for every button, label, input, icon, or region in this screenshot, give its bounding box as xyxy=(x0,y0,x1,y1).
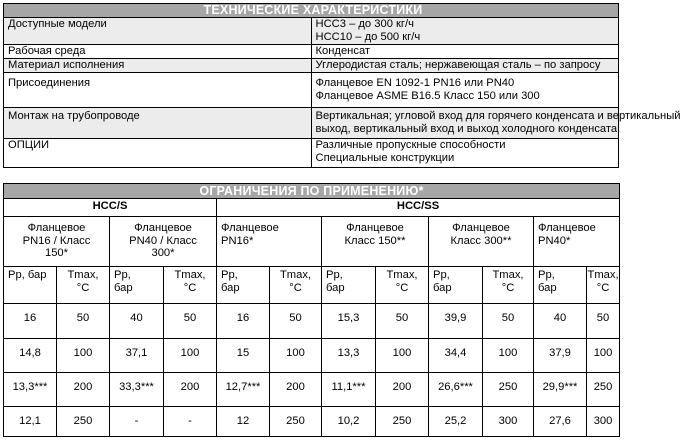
specs-line: Конденсат xyxy=(315,45,371,57)
connection-pn16-class150 xyxy=(4,217,110,267)
unit-line: Рр, xyxy=(221,269,238,281)
value-cell: 40 xyxy=(534,304,587,339)
value-cell: 50 xyxy=(483,304,534,339)
specs-label: Доступные модели xyxy=(4,18,312,45)
value-cell: 26,6*** xyxy=(429,373,483,407)
connection-pn40 xyxy=(534,217,620,267)
unit-line: Рр, xyxy=(538,269,555,281)
value-cell: 37,9 xyxy=(534,339,587,373)
unit-line: °C xyxy=(596,282,610,294)
value-cell: 250 xyxy=(376,407,429,437)
value-cell: 12 xyxy=(217,407,270,437)
unit-line: °C xyxy=(183,282,197,294)
value-cell: - xyxy=(110,407,164,437)
unit-line: Рр, xyxy=(433,269,450,281)
value-cell: 34,4 xyxy=(429,339,483,373)
connection-line: Класс 300** xyxy=(450,234,512,247)
specs-line: Специальные конструкции xyxy=(315,152,455,164)
connection-line: 300* xyxy=(151,247,175,259)
unit-pressure xyxy=(110,267,164,304)
value-cell: 250 xyxy=(57,407,110,437)
connection-line: Фланцевое xyxy=(452,222,510,234)
units-row xyxy=(4,267,620,304)
connection-line: PN40 / Класс xyxy=(129,234,197,247)
value-cell: 300 xyxy=(483,407,534,437)
value-cell: 100 xyxy=(376,339,429,373)
value-cell: 200 xyxy=(164,373,217,407)
unit-line: бар xyxy=(433,282,452,294)
group-hcc-ss: HCC/SS xyxy=(217,199,620,217)
specs-line: Фланцевое ASME B16.5 Класс 150 или 300 xyxy=(315,90,540,102)
table-row xyxy=(4,407,620,437)
connection-pn16 xyxy=(217,217,322,267)
value-cell: 250 xyxy=(587,373,620,407)
limits-table xyxy=(3,183,620,437)
connection-class300 xyxy=(429,217,534,267)
unit-line: Tmax, xyxy=(279,269,312,281)
value-cell: 50 xyxy=(164,304,217,339)
value-cell: 13,3*** xyxy=(4,373,57,407)
connection-line: PN16* xyxy=(221,234,254,247)
unit-temperature xyxy=(483,267,534,304)
unit-line: бар xyxy=(326,282,345,294)
value-cell: 300 xyxy=(587,407,620,437)
unit-pressure xyxy=(217,267,270,304)
value-cell: 25,2 xyxy=(429,407,483,437)
connection-line: Фланцевое xyxy=(221,222,279,234)
specs-row-connections xyxy=(4,73,619,108)
value-cell: - xyxy=(164,407,217,437)
value-cell: 16 xyxy=(4,304,57,339)
value-cell: 100 xyxy=(270,339,322,373)
specs-value xyxy=(311,73,619,108)
value-cell: 250 xyxy=(483,373,534,407)
specs-row-models xyxy=(4,18,619,45)
specs-line: HCC3 – до 300 кг/ч xyxy=(315,18,414,30)
unit-temperature xyxy=(57,267,110,304)
connection-line: Класс 150** xyxy=(344,234,406,247)
table-row xyxy=(4,339,620,373)
unit-line: °C xyxy=(289,282,302,294)
specs-line: выход, вертикальный вход и выход холодного конденсата. xyxy=(315,123,621,135)
value-cell: 200 xyxy=(376,373,429,407)
unit-line: Рр, бар xyxy=(8,269,47,281)
value-cell: 250 xyxy=(270,407,322,437)
limits-header: ОГРАНИЧЕНИЯ ПО ПРИМЕНЕНИЮ* xyxy=(4,184,620,199)
value-cell: 16 xyxy=(217,304,270,339)
specs-table xyxy=(3,3,680,168)
value-cell: 50 xyxy=(270,304,322,339)
unit-pressure xyxy=(4,267,57,304)
connection-line: Фланцевое xyxy=(538,222,596,234)
unit-line: Рр, xyxy=(326,269,343,281)
unit-line: Tmax, xyxy=(386,269,418,281)
unit-line: °C xyxy=(501,282,515,294)
value-cell: 27,6 xyxy=(534,407,587,437)
specs-row-material xyxy=(4,59,619,73)
model-group-row xyxy=(4,199,620,217)
specs-value xyxy=(311,108,680,139)
specs-value xyxy=(311,18,619,45)
unit-temperature xyxy=(270,267,322,304)
value-cell: 200 xyxy=(270,373,322,407)
specs-label: Рабочая среда xyxy=(4,45,312,59)
unit-line: °C xyxy=(395,282,409,294)
connection-line: Фланцевое xyxy=(134,222,192,234)
unit-pressure xyxy=(322,267,376,304)
connection-line: Фланцевое xyxy=(27,222,86,234)
unit-line: Tmax, xyxy=(587,269,619,281)
unit-temperature xyxy=(376,267,429,304)
specs-line: Различные пропускные способности xyxy=(315,139,506,151)
value-cell: 13,3 xyxy=(322,339,376,373)
value-cell: 15 xyxy=(217,339,270,373)
specs-value xyxy=(311,59,619,73)
specs-label: Материал исполнения xyxy=(4,59,312,73)
specs-label: Монтаж на трубопроводе xyxy=(4,108,312,139)
value-cell: 10,2 xyxy=(322,407,376,437)
specs-line: Углеродистая сталь; нержавеющая сталь – по запросу xyxy=(315,59,601,71)
unit-line: °C xyxy=(76,282,90,294)
value-cell: 29,9*** xyxy=(534,373,587,407)
connection-line: Фланцевое xyxy=(346,222,404,234)
unit-line: Tmax, xyxy=(174,269,206,281)
unit-temperature xyxy=(587,267,620,304)
table-row xyxy=(4,373,620,407)
value-cell: 50 xyxy=(587,304,620,339)
connection-row xyxy=(4,217,620,267)
value-cell: 14,8 xyxy=(4,339,57,373)
value-cell: 50 xyxy=(57,304,110,339)
specs-header: ТЕХНИЧЕСКИЕ ХАРАКТЕРИСТИКИ xyxy=(4,4,619,18)
unit-line: бар xyxy=(221,282,240,294)
value-cell: 39,9 xyxy=(429,304,483,339)
unit-line: бар xyxy=(114,282,133,294)
value-cell: 12,1 xyxy=(4,407,57,437)
specs-value xyxy=(311,45,619,59)
table-row xyxy=(4,304,620,339)
specs-line: Фланцевое EN 1092-1 PN16 или PN40 xyxy=(315,77,515,89)
specs-row-medium xyxy=(4,45,619,59)
connection-line: PN16 / Класс xyxy=(22,234,91,247)
connection-line: PN40* xyxy=(538,234,571,247)
value-cell: 40 xyxy=(110,304,164,339)
specs-value xyxy=(311,139,619,168)
value-cell: 12,7*** xyxy=(217,373,270,407)
value-cell: 200 xyxy=(57,373,110,407)
value-cell: 100 xyxy=(587,339,620,373)
value-cell: 100 xyxy=(483,339,534,373)
value-cell: 50 xyxy=(376,304,429,339)
specs-line: Вертикальная; угловой вход для горячего конденсата и вертикальный xyxy=(315,110,680,122)
value-cell: 100 xyxy=(164,339,217,373)
unit-temperature xyxy=(164,267,217,304)
value-cell: 33,3*** xyxy=(110,373,164,407)
specs-row-options xyxy=(4,139,619,168)
unit-line: Рр, xyxy=(114,269,131,281)
specs-label: ОПЦИИ xyxy=(4,139,312,168)
group-hcc-s: HCC/S xyxy=(4,199,217,217)
specs-line: HCC10 – до 500 кг/ч xyxy=(315,31,421,43)
value-cell: 37,1 xyxy=(110,339,164,373)
specs-row-mounting xyxy=(4,108,619,139)
value-cell: 100 xyxy=(57,339,110,373)
connection-class150 xyxy=(322,217,429,267)
value-cell: 11,1*** xyxy=(322,373,376,407)
unit-line: Tmax, xyxy=(492,269,524,281)
unit-line: бар xyxy=(538,282,557,294)
connection-pn40-class300 xyxy=(110,217,217,267)
unit-pressure xyxy=(429,267,483,304)
unit-line: Tmax, xyxy=(67,269,99,281)
value-cell: 15,3 xyxy=(322,304,376,339)
specs-label: Присоединения xyxy=(4,73,312,108)
connection-line: 150* xyxy=(44,247,69,259)
unit-pressure xyxy=(534,267,587,304)
